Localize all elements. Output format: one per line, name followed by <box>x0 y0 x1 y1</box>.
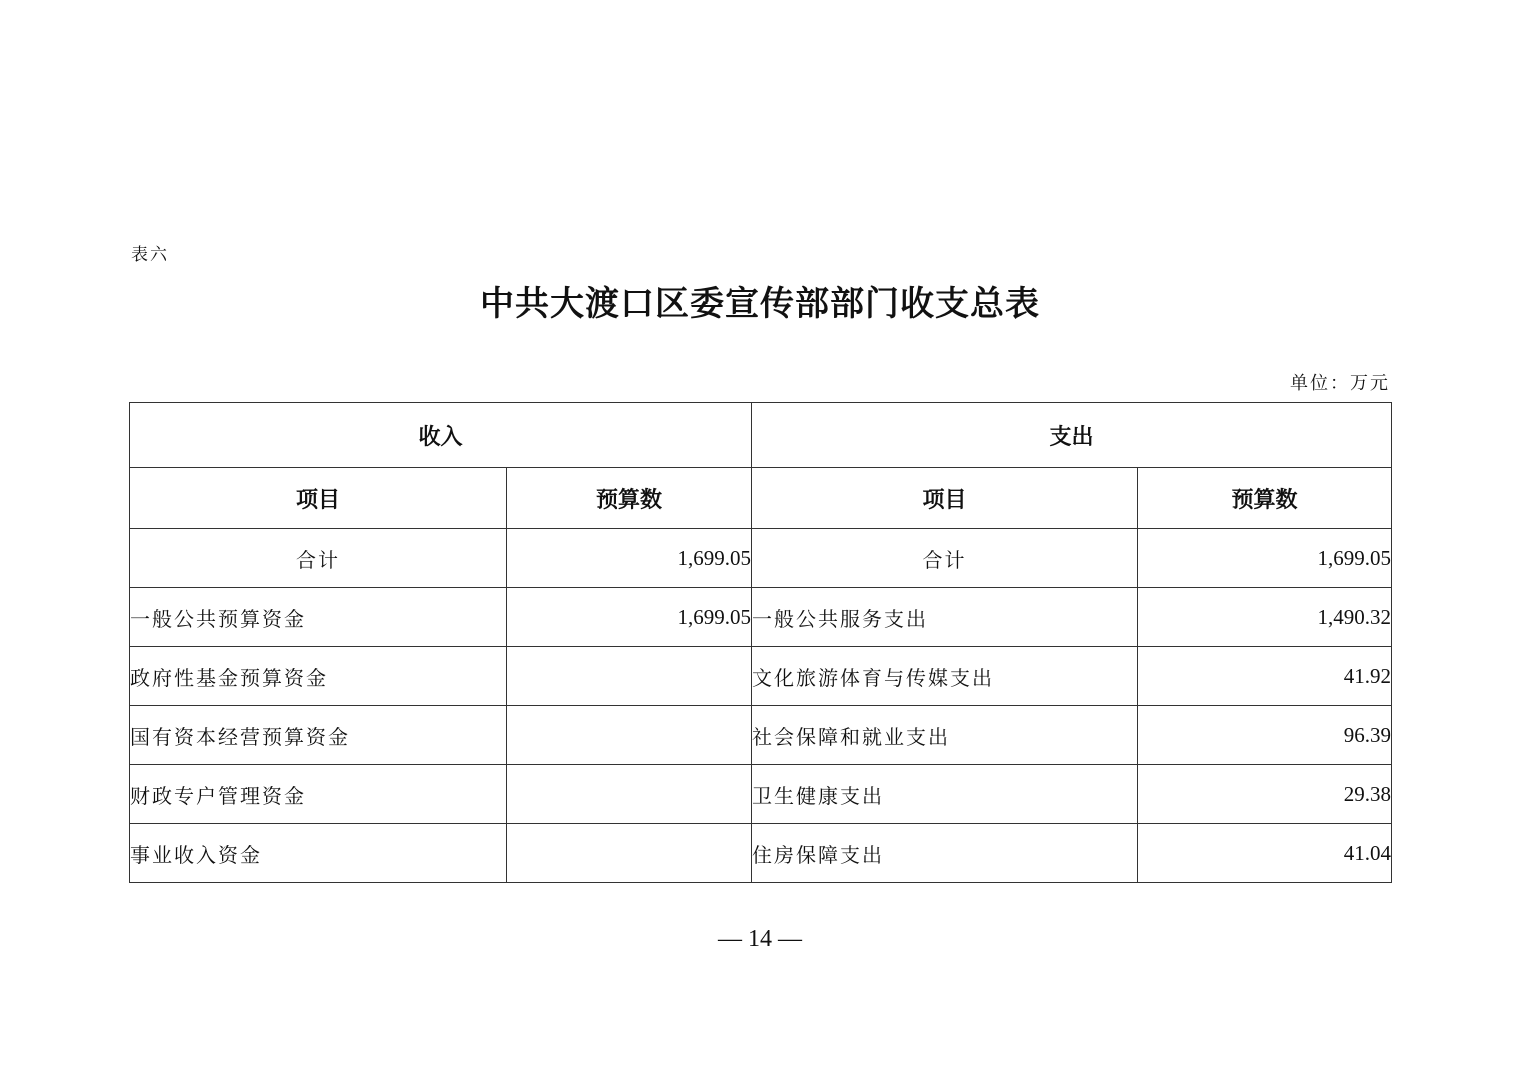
expense-item-header: 项目 <box>752 468 1138 529</box>
expense-group-header: 支出 <box>752 403 1392 468</box>
expense-value-cell: 29.38 <box>1138 765 1392 824</box>
expense-item-cell: 社会保障和就业支出 <box>752 706 1138 765</box>
income-group-header: 收入 <box>130 403 752 468</box>
income-item-header: 项目 <box>130 468 507 529</box>
income-value-cell: 1,699.05 <box>507 529 752 588</box>
income-item-cell: 财政专户管理资金 <box>130 765 507 824</box>
income-value-cell <box>507 647 752 706</box>
expense-value-cell: 41.04 <box>1138 824 1392 883</box>
table-number-label: 表六 <box>131 245 169 265</box>
expense-value-cell: 96.39 <box>1138 706 1392 765</box>
group-header-row <box>130 403 1392 468</box>
income-item-cell: 国有资本经营预算资金 <box>130 706 507 765</box>
table-row <box>130 824 1392 883</box>
expense-budget-header: 预算数 <box>1138 468 1392 529</box>
table-row <box>130 765 1392 824</box>
table-row <box>130 647 1392 706</box>
expense-item-cell: 合计 <box>752 529 1138 588</box>
income-item-cell: 政府性基金预算资金 <box>130 647 507 706</box>
unit-label: 单位：万元 <box>1290 373 1390 394</box>
expense-value-cell: 1,699.05 <box>1138 529 1392 588</box>
document-title: 中共大渡口区委宣传部部门收支总表 <box>480 284 1040 324</box>
income-budget-header: 预算数 <box>507 468 752 529</box>
total-row <box>130 529 1392 588</box>
income-value-cell <box>507 706 752 765</box>
expense-item-cell: 一般公共服务支出 <box>752 588 1138 647</box>
income-expense-summary-table <box>129 402 1392 883</box>
expense-item-cell: 文化旅游体育与传媒支出 <box>752 647 1138 706</box>
income-value-cell <box>507 824 752 883</box>
table-row <box>130 706 1392 765</box>
income-value-cell <box>507 765 752 824</box>
table-row <box>130 588 1392 647</box>
expense-value-cell: 1,490.32 <box>1138 588 1392 647</box>
income-item-cell: 一般公共预算资金 <box>130 588 507 647</box>
income-item-cell: 合计 <box>130 529 507 588</box>
income-value-cell: 1,699.05 <box>507 588 752 647</box>
expense-item-cell: 住房保障支出 <box>752 824 1138 883</box>
page-number: — 14 — <box>718 926 802 952</box>
expense-value-cell: 41.92 <box>1138 647 1392 706</box>
column-header-row <box>130 468 1392 529</box>
expense-item-cell: 卫生健康支出 <box>752 765 1138 824</box>
income-item-cell: 事业收入资金 <box>130 824 507 883</box>
